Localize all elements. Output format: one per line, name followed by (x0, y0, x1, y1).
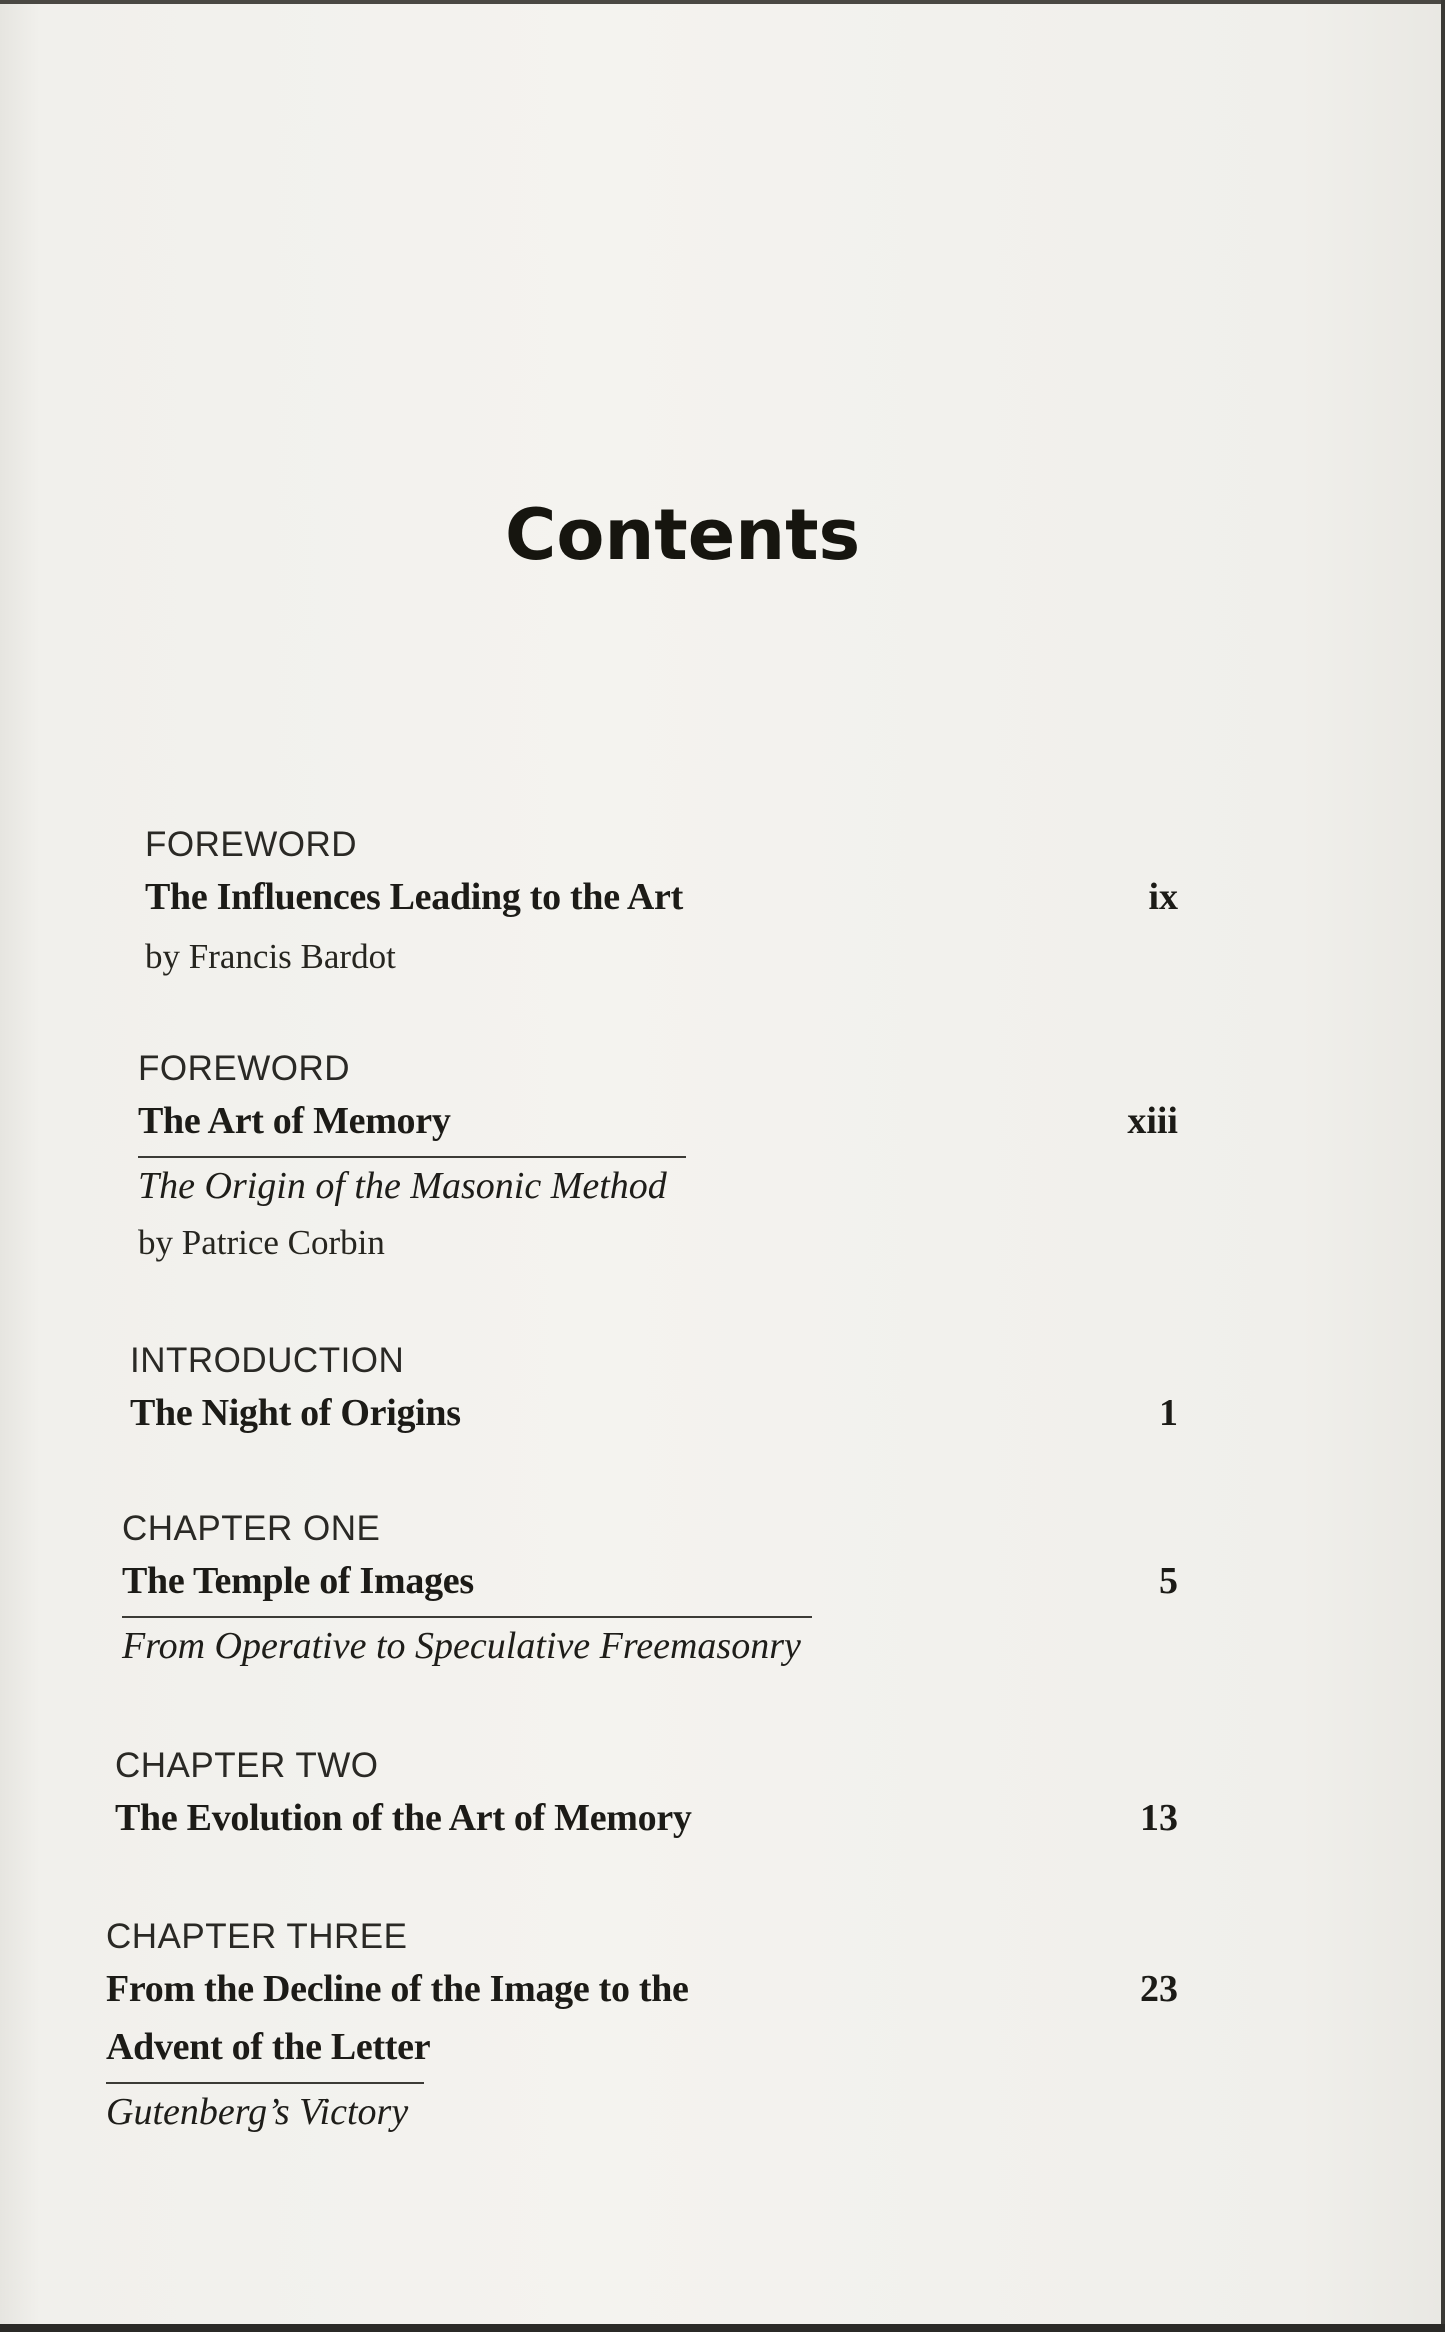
entry-label: CHAPTER TWO (115, 1746, 379, 1785)
page-bottom-edge (0, 2324, 1445, 2332)
toc-entry-foreword-bardot (145, 822, 1178, 988)
entry-heading-row[interactable] (145, 868, 1178, 926)
entry-page-number: 13 (1140, 1797, 1178, 1839)
entry-heading[interactable]: The Night of Origins (130, 1392, 461, 1434)
page-right-edge (1441, 0, 1445, 2332)
entry-subtitle: From Operative to Speculative Freemasonry (122, 1625, 801, 1667)
entry-heading-line-1[interactable]: From the Decline of the Image to the (106, 1968, 689, 2010)
entry-subtitle: Gutenberg’s Victory (106, 2091, 409, 2133)
toc-entry-foreword-corbin (138, 1046, 1178, 1274)
subtitle-divider (138, 1156, 686, 1158)
entry-byline: by Patrice Corbin (138, 1223, 385, 1262)
entry-byline: by Francis Bardot (145, 937, 396, 976)
entry-heading-row[interactable] (115, 1789, 1178, 1847)
entry-heading[interactable]: The Evolution of the Art of Memory (115, 1797, 692, 1839)
entry-subtitle: The Origin of the Masonic Method (138, 1165, 667, 1207)
subtitle-divider (122, 1616, 812, 1618)
page-title: Contents (505, 494, 861, 576)
entry-label: CHAPTER THREE (106, 1917, 408, 1956)
entry-heading-row-2[interactable] (106, 2018, 1178, 2076)
entry-label: FOREWORD (138, 1049, 351, 1088)
subtitle-divider (106, 2082, 424, 2084)
toc-entry-chapter-two (115, 1743, 1178, 1847)
entry-label: FOREWORD (145, 825, 358, 864)
entry-heading-row[interactable] (130, 1384, 1178, 1442)
entry-heading[interactable]: The Art of Memory (138, 1100, 451, 1142)
entry-page-number: xiii (1127, 1100, 1178, 1142)
entry-heading-line-2[interactable]: Advent of the Letter (106, 2026, 431, 2068)
toc-entry-chapter-one (122, 1506, 1178, 1672)
entry-heading-row[interactable] (106, 1960, 1178, 2018)
toc-entry-introduction (130, 1338, 1178, 1442)
entry-page-number: 5 (1159, 1560, 1178, 1602)
entry-page-number: 1 (1159, 1392, 1178, 1434)
entry-heading-row[interactable] (138, 1092, 1178, 1150)
entry-label: CHAPTER ONE (122, 1509, 381, 1548)
entry-page-number: 23 (1140, 1968, 1178, 2010)
toc-entry-chapter-three (106, 1914, 1178, 2138)
entry-heading-row[interactable] (122, 1552, 1178, 1610)
entry-page-number: ix (1148, 876, 1178, 918)
entry-heading[interactable]: The Temple of Images (122, 1560, 474, 1602)
entry-label: INTRODUCTION (130, 1341, 405, 1380)
entry-heading[interactable]: The Influences Leading to the Art (145, 876, 683, 918)
